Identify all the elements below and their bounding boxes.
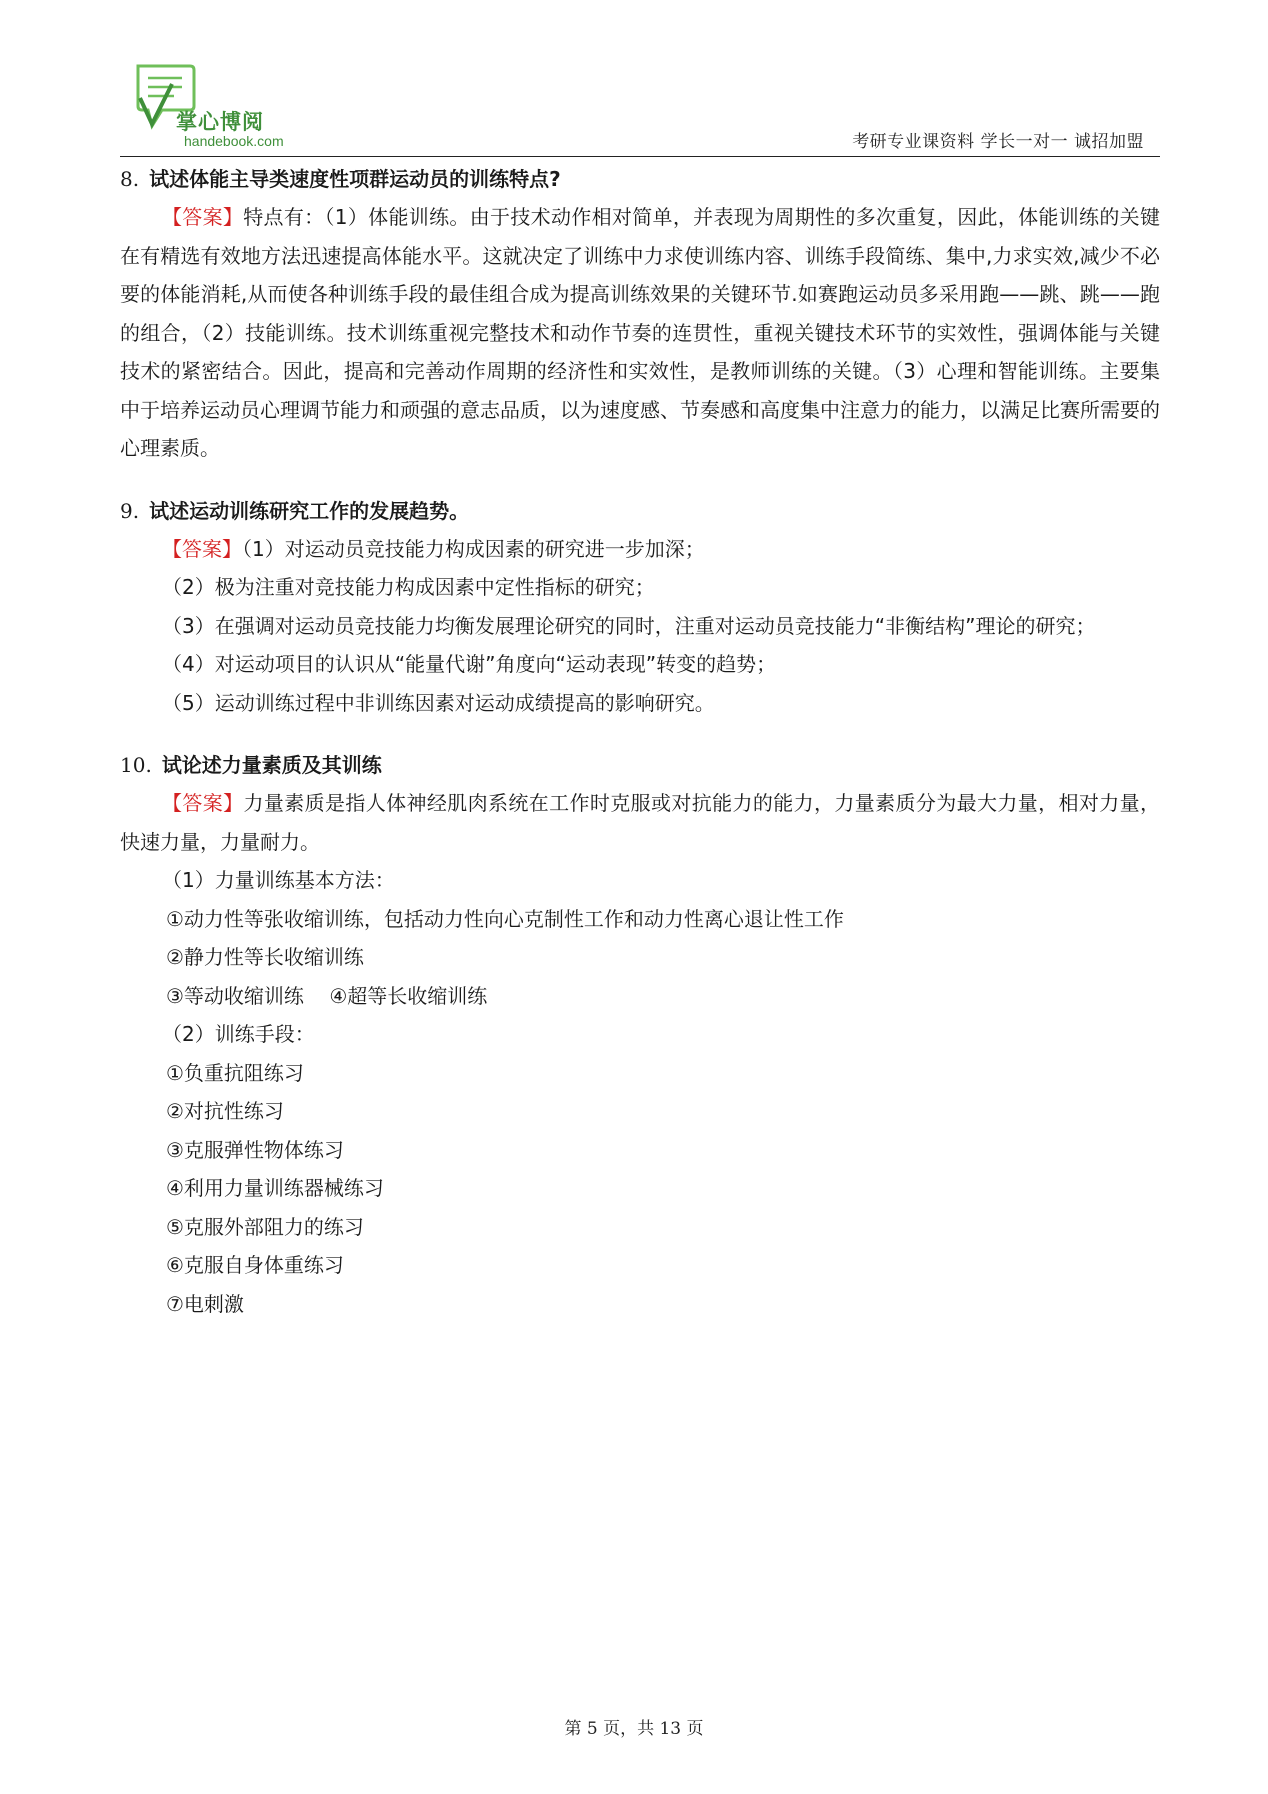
question-9-answer-item: （2）极为注重对竞技能力构成因素中定性指标的研究； [162,575,655,599]
answer-tag: 【答案】 [162,536,242,561]
method-item: ③等动收缩训练 ④超等长收缩训练 [166,983,488,1008]
logo-url: handebook.com [184,133,284,149]
question-10-answer [120,784,1160,861]
question-9-answer-item: （5）运动训练过程中非训练因素对运动成绩提高的影响研究。 [162,690,715,715]
question-8-title [120,160,1160,198]
answer-text: 特点有：（1）体能训练。由于技术动作相对简单，并表现为周期性的多次重复，因此，体能训练的关键在有精选有效地方法迅速提高体能水平。这就决定了训练中力求使训练内容、训练手段简练、集中,力求实效,减少不必要的体能消耗,从而使各种训练手段的最佳组合成为提高训练效果的关键环节.如赛跑运动员多采用跑——跳、跳——跑的组合，（2）技能训练。技术训练重视完整技术和动作节奏的连贯性，重视关键技术环节的实效性，强调体能与关键技术的紧密结合。因此，提高和完善动作周期的经济性和实效性，是教师训练的关键。（3）心理和智能训练。主要集中于培养运动员心理调节能力和顽强的意志品质，以为速度感、节奏感和高度集中注意力的能力，以满足比赛所需要的心理素质。 [120,205,1160,460]
answer-text: （1）对运动员竞技能力构成因素的研究进一步加深； [242,536,705,561]
means-heading: （2）训练手段： [162,1022,315,1046]
means-item: ⑦电刺激 [166,1291,244,1316]
page-footer: 第 5 页，共 13 页 [564,1719,704,1739]
question-8-answer [120,198,1160,468]
means-item: ④利用力量训练器械练习 [166,1176,384,1200]
method-item: ①动力性等张收缩训练，包括动力性向心克制性工作和动力性离心退让性工作 [166,906,844,931]
answer-text: 力量素质是指人体神经肌肉系统在工作时克服或对抗能力的能力，力量素质分为最大力量，相对力量，快速力量，力量耐力。 [120,791,1160,854]
page-header [120,56,1160,157]
question-9-answer-item [120,530,1160,569]
question-text: 试述运动训练研究工作的发展趋势。 [149,498,470,523]
answer-tag: 【答案】 [162,205,244,229]
question-text: 试述体能主导类速度性项群运动员的训练特点? [149,167,561,191]
means-item: ⑥克服自身体重练习 [166,1253,344,1277]
header-slogan: 考研专业课资料 学长一对一 诚招加盟 [852,132,1144,152]
question-text: 试论述力量素质及其训练 [161,753,382,777]
question-number: 9. [120,498,140,523]
means-item: ③克服弹性物体练习 [166,1137,344,1162]
question-10-title [120,746,1160,784]
document-body [120,160,1160,1323]
method-item: ②静力性等长收缩训练 [166,945,364,969]
answer-tag: 【答案】 [162,791,244,815]
means-item: ⑤克服外部阻力的练习 [166,1214,364,1239]
means-item: ②对抗性练习 [166,1099,284,1123]
question-9-answer-item: （3）在强调对运动员竞技能力均衡发展理论研究的同时，注重对运动员竞技能力“非衡结构”理论的研究； [162,613,1096,638]
logo [132,62,282,152]
question-9-title [120,492,1160,530]
logo-text: 掌心博阅 [176,110,264,134]
question-number: 10. [120,753,152,777]
method-heading: （1）力量训练基本方法： [162,868,395,892]
means-item: ①负重抗阻练习 [166,1060,304,1085]
question-9-answer-item: （4）对运动项目的认识从“能量代谢”角度向“运动表现”转变的趋势； [162,652,777,676]
question-number: 8. [120,167,140,191]
